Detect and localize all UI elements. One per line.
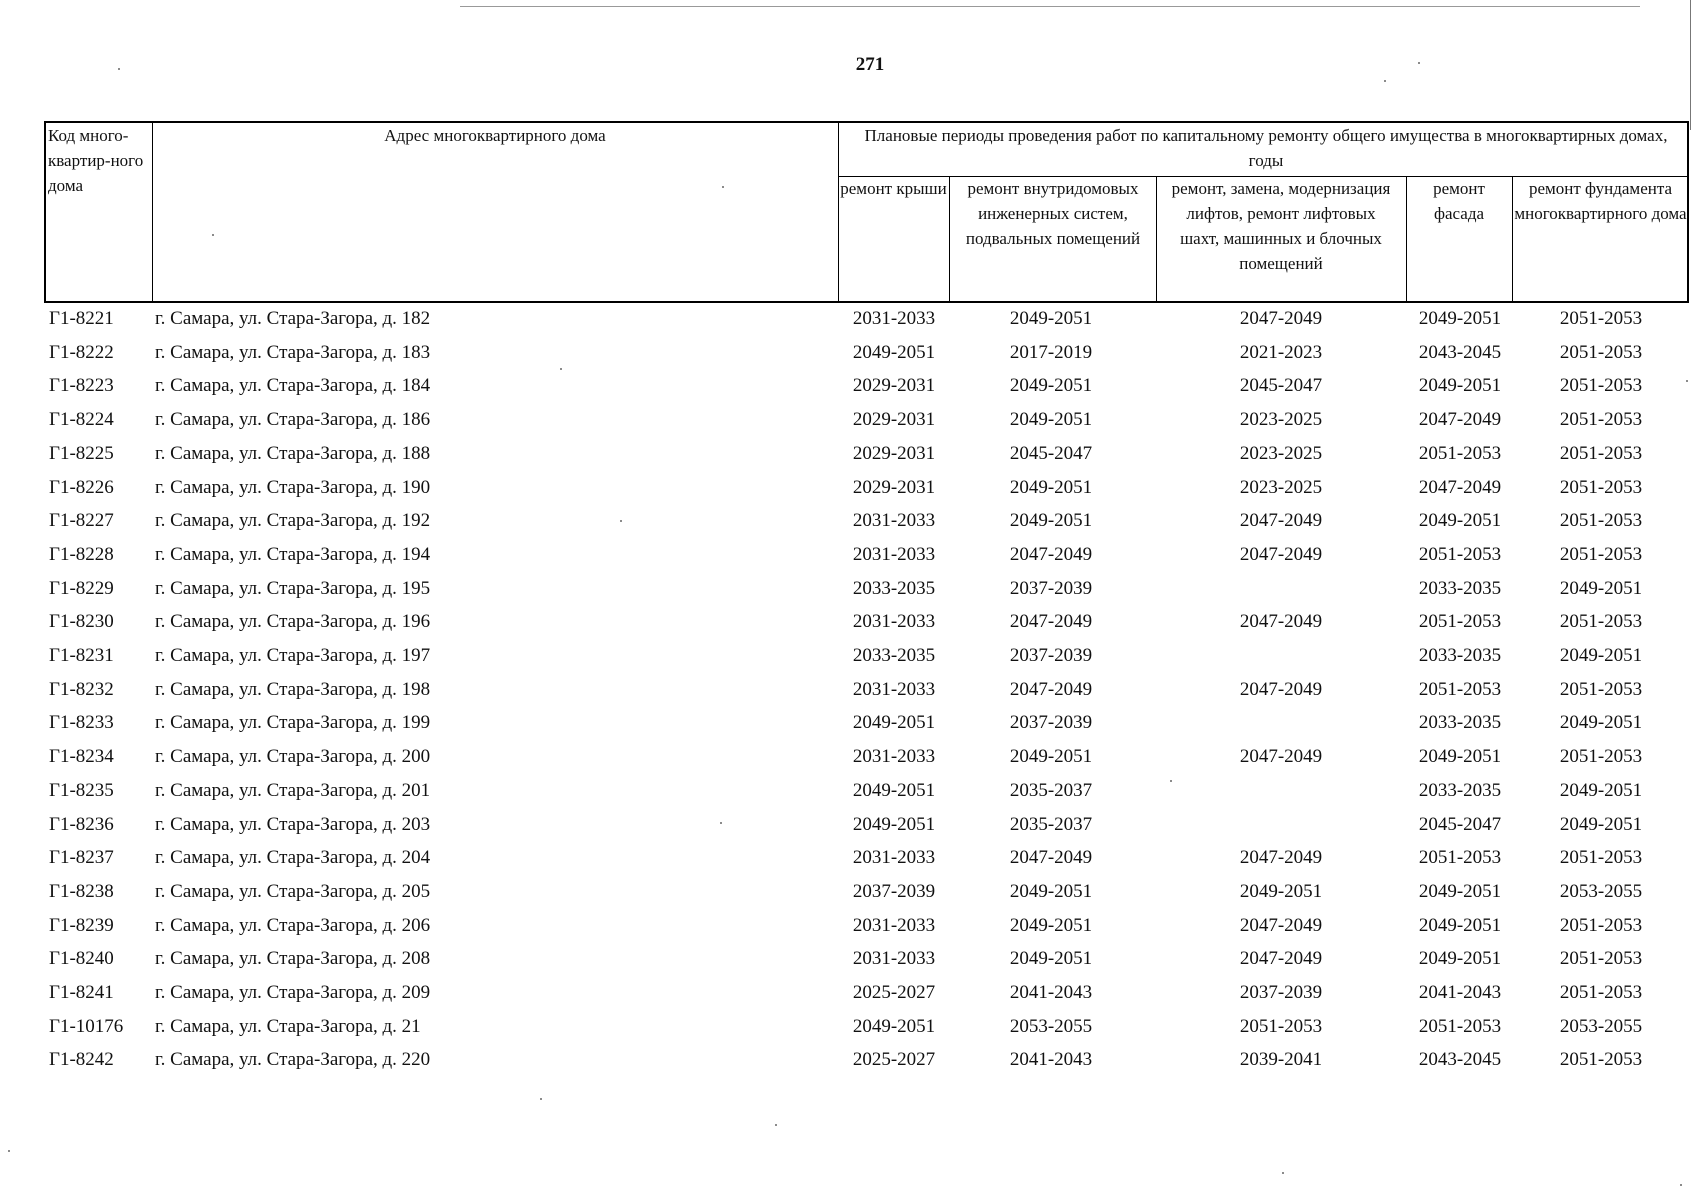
cell-address: г. Самара, ул. Стара-Загора, д. 197 <box>155 645 431 666</box>
cell-roof: 2031-2033 <box>852 543 936 565</box>
cell-facade: 2049-2051 <box>1418 375 1502 397</box>
cell-roof: 2031-2033 <box>852 611 936 633</box>
cell-facade: 2049-2051 <box>1418 880 1502 902</box>
cell-systems: 2037-2039 <box>1009 577 1093 599</box>
scan-speck <box>8 1150 10 1152</box>
cell-systems: 2047-2049 <box>1009 611 1093 633</box>
cell-roof: 2029-2031 <box>852 375 936 397</box>
cell-code: Г1-8238 <box>49 880 114 902</box>
cell-foundation: 2051-2053 <box>1559 510 1643 532</box>
cell-code: Г1-8222 <box>49 341 114 363</box>
cell-foundation: 2053-2055 <box>1559 880 1643 902</box>
cell-facade: 2033-2035 <box>1418 712 1502 734</box>
cell-roof: 2049-2051 <box>852 813 936 835</box>
cell-systems: 2017-2019 <box>1009 341 1093 363</box>
cell-facade: 2033-2035 <box>1418 645 1502 666</box>
cell-roof: 2031-2033 <box>852 678 936 700</box>
cell-address: г. Самара, ул. Стара-Загора, д. 220 <box>155 1049 431 1071</box>
header-divider <box>1406 176 1407 301</box>
cell-code: Г1-8239 <box>49 914 114 936</box>
cell-code: Г1-8226 <box>49 476 114 498</box>
cell-address: г. Самара, ул. Стара-Загора, д. 183 <box>155 341 431 363</box>
cell-facade: 2045-2047 <box>1418 813 1502 835</box>
cell-facade: 2051-2053 <box>1418 442 1502 464</box>
cell-code: Г1-8231 <box>49 645 114 666</box>
cell-roof: 2031-2033 <box>852 847 936 869</box>
cell-code: Г1-8223 <box>49 375 114 397</box>
cell-code: Г1-8235 <box>49 779 114 801</box>
cell-roof: 2031-2033 <box>852 914 936 936</box>
cell-facade: 2043-2045 <box>1418 341 1502 363</box>
cell-code: Г1-8225 <box>49 442 114 464</box>
cell-address: г. Самара, ул. Стара-Загора, д. 196 <box>155 611 431 633</box>
cell-facade: 2051-2053 <box>1418 1015 1502 1037</box>
scan-speck <box>118 68 120 70</box>
cell-address: г. Самара, ул. Стара-Загора, д. 192 <box>155 510 431 532</box>
scan-speck <box>1384 80 1386 82</box>
cell-code: Г1-8230 <box>49 611 114 633</box>
cell-roof: 2025-2027 <box>852 982 936 1003</box>
table-row <box>0 740 1700 774</box>
scan-speck <box>1686 380 1688 382</box>
cell-facade: 2043-2045 <box>1418 1049 1502 1071</box>
scan-speck <box>540 1098 542 1100</box>
cell-foundation: 2049-2051 <box>1559 577 1643 599</box>
cell-roof: 2031-2033 <box>852 510 936 532</box>
cell-roof: 2029-2031 <box>852 409 936 431</box>
table-row <box>0 976 1700 1010</box>
cell-roof: 2049-2051 <box>852 779 936 801</box>
cell-foundation: 2051-2053 <box>1559 341 1643 363</box>
cell-foundation: 2051-2053 <box>1559 375 1643 397</box>
cell-systems: 2037-2039 <box>1009 645 1093 666</box>
table-row <box>0 909 1700 943</box>
header-elevators: ремонт, замена, модернизация лифтов, ремонт лифтовых шахт, машинных и блочных помещений <box>1171 179 1391 273</box>
scan-speck <box>560 368 562 370</box>
cell-facade: 2051-2053 <box>1418 847 1502 869</box>
cell-elevators: 2047-2049 <box>1239 746 1323 768</box>
scan-speck <box>212 234 214 236</box>
cell-elevators: 2049-2051 <box>1239 880 1323 902</box>
cell-systems: 2047-2049 <box>1009 678 1093 700</box>
cell-systems: 2041-2043 <box>1009 1049 1093 1071</box>
cell-elevators: 2023-2025 <box>1239 442 1323 464</box>
cell-foundation: 2053-2055 <box>1559 1015 1643 1037</box>
cell-foundation: 2049-2051 <box>1559 645 1643 666</box>
cell-systems: 2035-2037 <box>1009 779 1093 801</box>
cell-code: Г1-8229 <box>49 577 114 599</box>
cell-address: г. Самара, ул. Стара-Загора, д. 186 <box>155 409 431 431</box>
cell-roof: 2049-2051 <box>852 712 936 734</box>
cell-address: г. Самара, ул. Стара-Загора, д. 205 <box>155 880 431 902</box>
scan-speck <box>1282 1172 1284 1174</box>
cell-roof: 2037-2039 <box>852 880 936 902</box>
cell-code: Г1-8242 <box>49 1049 114 1071</box>
cell-facade: 2049-2051 <box>1418 948 1502 970</box>
cell-elevators: 2047-2049 <box>1239 543 1323 565</box>
cell-systems: 2049-2051 <box>1009 880 1093 902</box>
cell-roof: 2031-2033 <box>852 308 936 329</box>
table-row <box>0 437 1700 471</box>
cell-code: Г1-8233 <box>49 712 114 734</box>
cell-systems: 2049-2051 <box>1009 948 1093 970</box>
table-row <box>0 471 1700 505</box>
header-divider <box>838 123 839 301</box>
header-periods-group: Плановые периоды проведения работ по капитальному ремонту общего имущества в многоквартирных домах, годы <box>864 126 1668 170</box>
cell-address: г. Самара, ул. Стара-Загора, д. 209 <box>155 982 431 1003</box>
cell-elevators: 2051-2053 <box>1239 1015 1323 1037</box>
cell-address: г. Самара, ул. Стара-Загора, д. 182 <box>155 308 431 329</box>
header-code: Код много-квартир-ного дома <box>48 126 144 195</box>
table-row <box>0 706 1700 740</box>
cell-foundation: 2051-2053 <box>1559 948 1643 970</box>
cell-facade: 2049-2051 <box>1418 510 1502 532</box>
cell-address: г. Самара, ул. Стара-Загора, д. 194 <box>155 543 431 565</box>
cell-systems: 2049-2051 <box>1009 409 1093 431</box>
header-systems: ремонт внутридомовых инженерных систем, подвальных помещений <box>965 179 1141 248</box>
scan-speck <box>1680 1184 1682 1186</box>
cell-systems: 2049-2051 <box>1009 510 1093 532</box>
cell-code: Г1-8237 <box>49 847 114 869</box>
table-row <box>0 1043 1700 1077</box>
cell-code: Г1-8221 <box>49 308 114 329</box>
table-row <box>0 841 1700 875</box>
cell-code: Г1-8234 <box>49 746 114 768</box>
cell-code: Г1-8232 <box>49 678 114 700</box>
table-row <box>0 1010 1700 1044</box>
cell-foundation: 2051-2053 <box>1559 409 1643 431</box>
cell-roof: 2033-2035 <box>852 577 936 599</box>
scan-speck <box>620 520 622 522</box>
cell-address: г. Самара, ул. Стара-Загора, д. 208 <box>155 948 431 970</box>
cell-systems: 2049-2051 <box>1009 746 1093 768</box>
cell-roof: 2033-2035 <box>852 645 936 666</box>
table-row <box>0 504 1700 538</box>
cell-roof: 2029-2031 <box>852 476 936 498</box>
cell-foundation: 2051-2053 <box>1559 746 1643 768</box>
cell-facade: 2051-2053 <box>1418 543 1502 565</box>
cell-facade: 2033-2035 <box>1418 577 1502 599</box>
cell-elevators: 2023-2025 <box>1239 409 1323 431</box>
table-row <box>0 942 1700 976</box>
cell-foundation: 2051-2053 <box>1559 308 1643 329</box>
cell-address: г. Самара, ул. Стара-Загора, д. 206 <box>155 914 431 936</box>
scan-speck <box>720 822 722 824</box>
table-row <box>0 875 1700 909</box>
cell-systems: 2049-2051 <box>1009 375 1093 397</box>
cell-foundation: 2051-2053 <box>1559 611 1643 633</box>
cell-facade: 2049-2051 <box>1418 746 1502 768</box>
cell-address: г. Самара, ул. Стара-Загора, д. 199 <box>155 712 431 734</box>
cell-elevators: 2039-2041 <box>1239 1049 1323 1071</box>
scan-top-edge-line <box>460 6 1640 7</box>
cell-foundation: 2049-2051 <box>1559 813 1643 835</box>
cell-elevators: 2021-2023 <box>1239 341 1323 363</box>
scan-speck <box>1418 62 1420 64</box>
header-foundation: ремонт фундамента многоквартирного дома <box>1514 179 1687 223</box>
cell-systems: 2049-2051 <box>1009 476 1093 498</box>
scan-speck <box>775 1124 777 1126</box>
header-address: Адрес многоквартирного дома <box>384 126 606 145</box>
cell-foundation: 2051-2053 <box>1559 914 1643 936</box>
cell-address: г. Самара, ул. Стара-Загора, д. 195 <box>155 577 431 599</box>
table-row <box>0 639 1700 673</box>
cell-foundation: 2051-2053 <box>1559 1049 1643 1071</box>
cell-elevators: 2047-2049 <box>1239 914 1323 936</box>
cell-facade: 2049-2051 <box>1418 308 1502 329</box>
cell-facade: 2047-2049 <box>1418 476 1502 498</box>
table-row <box>0 572 1700 606</box>
cell-address: г. Самара, ул. Стара-Загора, д. 184 <box>155 375 431 397</box>
cell-facade: 2049-2051 <box>1418 914 1502 936</box>
cell-facade: 2047-2049 <box>1418 409 1502 431</box>
cell-address: г. Самара, ул. Стара-Загора, д. 200 <box>155 746 431 768</box>
cell-elevators: 2045-2047 <box>1239 375 1323 397</box>
table-header <box>44 121 1689 303</box>
cell-systems: 2053-2055 <box>1009 1015 1093 1037</box>
cell-roof: 2049-2051 <box>852 1015 936 1037</box>
cell-systems: 2041-2043 <box>1009 982 1093 1003</box>
cell-elevators: 2037-2039 <box>1239 982 1323 1003</box>
cell-facade: 2051-2053 <box>1418 678 1502 700</box>
cell-elevators: 2047-2049 <box>1239 611 1323 633</box>
cell-elevators: 2047-2049 <box>1239 847 1323 869</box>
cell-foundation: 2051-2053 <box>1559 847 1643 869</box>
cell-code: Г1-10176 <box>49 1015 124 1037</box>
cell-systems: 2035-2037 <box>1009 813 1093 835</box>
cell-systems: 2047-2049 <box>1009 543 1093 565</box>
table-row <box>0 302 1700 336</box>
cell-address: г. Самара, ул. Стара-Загора, д. 21 <box>155 1015 421 1037</box>
cell-elevators: 2047-2049 <box>1239 308 1323 329</box>
cell-address: г. Самара, ул. Стара-Загора, д. 198 <box>155 678 431 700</box>
header-roof: ремонт крыши <box>840 179 947 198</box>
cell-code: Г1-8240 <box>49 948 114 970</box>
cell-facade: 2041-2043 <box>1418 982 1502 1003</box>
cell-roof: 2025-2027 <box>852 1049 936 1071</box>
table-row <box>0 605 1700 639</box>
cell-address: г. Самара, ул. Стара-Загора, д. 203 <box>155 813 431 835</box>
table-row <box>0 538 1700 572</box>
table-row <box>0 673 1700 707</box>
cell-roof: 2049-2051 <box>852 341 936 363</box>
cell-foundation: 2051-2053 <box>1559 476 1643 498</box>
cell-elevators: 2047-2049 <box>1239 510 1323 532</box>
cell-address: г. Самара, ул. Стара-Загора, д. 204 <box>155 847 431 869</box>
cell-code: Г1-8227 <box>49 510 114 532</box>
cell-address: г. Самара, ул. Стара-Загора, д. 188 <box>155 442 431 464</box>
cell-elevators: 2047-2049 <box>1239 948 1323 970</box>
cell-elevators: 2047-2049 <box>1239 678 1323 700</box>
cell-foundation: 2051-2053 <box>1559 543 1643 565</box>
table-row <box>0 336 1700 370</box>
cell-facade: 2051-2053 <box>1418 611 1502 633</box>
cell-facade: 2033-2035 <box>1418 779 1502 801</box>
cell-foundation: 2051-2053 <box>1559 982 1643 1003</box>
cell-foundation: 2049-2051 <box>1559 712 1643 734</box>
cell-elevators: 2023-2025 <box>1239 476 1323 498</box>
cell-code: Г1-8228 <box>49 543 114 565</box>
cell-roof: 2031-2033 <box>852 948 936 970</box>
cell-code: Г1-8241 <box>49 982 114 1003</box>
cell-code: Г1-8224 <box>49 409 114 431</box>
cell-address: г. Самара, ул. Стара-Загора, д. 190 <box>155 476 431 498</box>
cell-foundation: 2049-2051 <box>1559 779 1643 801</box>
cell-foundation: 2051-2053 <box>1559 442 1643 464</box>
cell-systems: 2049-2051 <box>1009 308 1093 329</box>
cell-foundation: 2051-2053 <box>1559 678 1643 700</box>
page-number: 271 <box>855 54 885 75</box>
cell-roof: 2031-2033 <box>852 746 936 768</box>
cell-systems: 2045-2047 <box>1009 442 1093 464</box>
scan-speck <box>1170 780 1172 782</box>
header-divider <box>1156 176 1157 301</box>
cell-code: Г1-8236 <box>49 813 114 835</box>
cell-systems: 2037-2039 <box>1009 712 1093 734</box>
header-facade: ремонт фасада <box>1433 179 1485 223</box>
cell-address: г. Самара, ул. Стара-Загора, д. 201 <box>155 779 431 801</box>
cell-systems: 2049-2051 <box>1009 914 1093 936</box>
table-row <box>0 369 1700 403</box>
cell-systems: 2047-2049 <box>1009 847 1093 869</box>
table-row <box>0 403 1700 437</box>
table-row <box>0 774 1700 808</box>
header-divider <box>949 176 950 301</box>
table-row <box>0 808 1700 842</box>
cell-roof: 2029-2031 <box>852 442 936 464</box>
scan-speck <box>722 186 724 188</box>
